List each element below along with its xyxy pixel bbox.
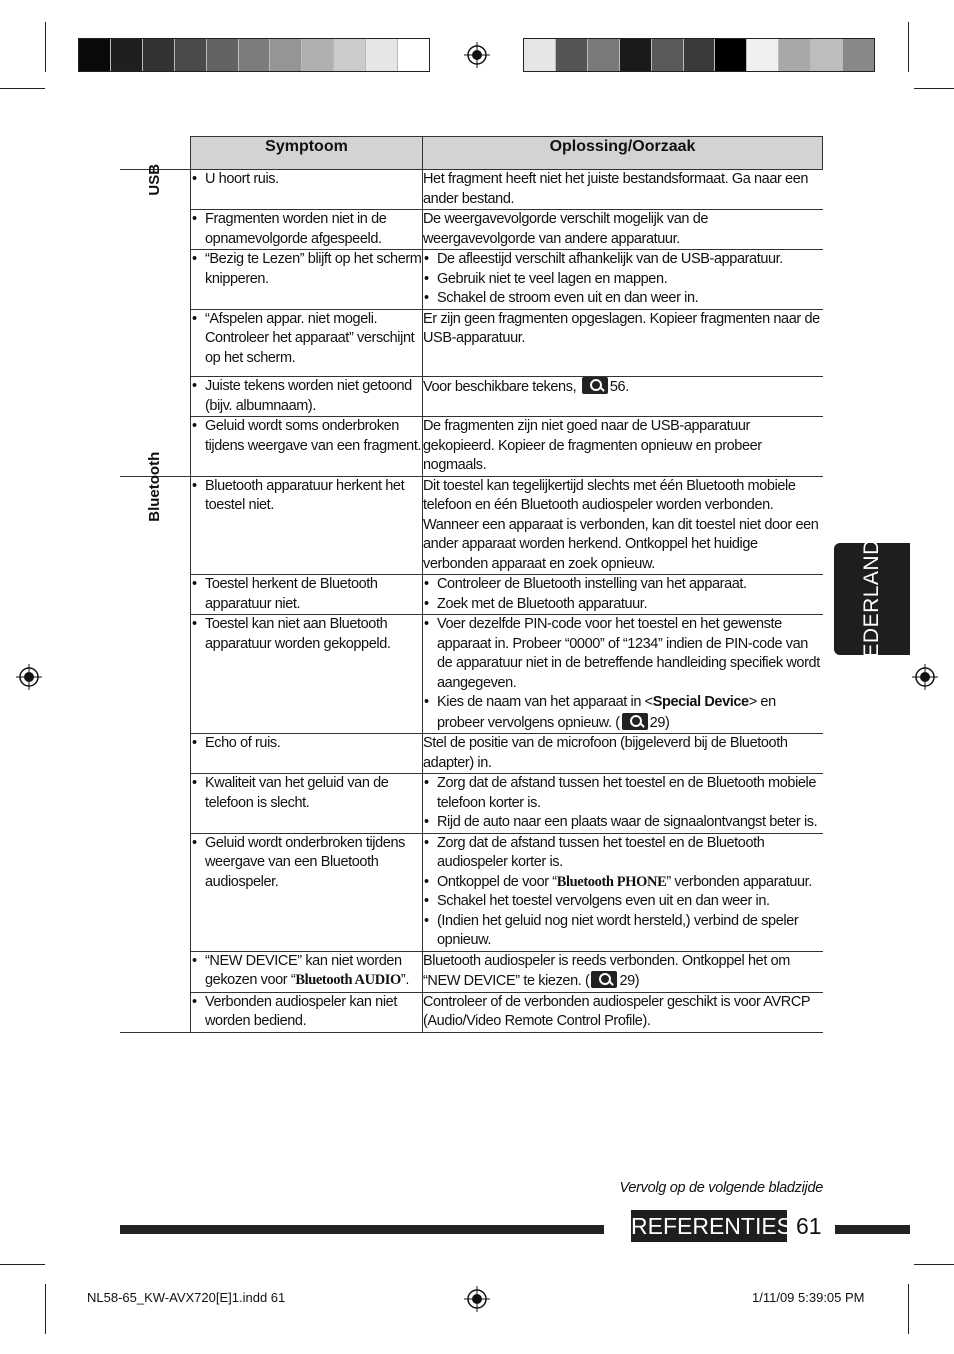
solution-bullet: • Controleer de Bluetooth instelling van het apparaat.: [437, 575, 823, 595]
solution-text: Het fragment heeft niet het juiste bestandsformaat. Ga naar een ander bestand.: [422, 171, 809, 207]
symptom-cell: [190, 734, 422, 774]
category-cell: [120, 163, 190, 477]
crop-mark: [45, 22, 46, 72]
solution-bullet: • Gebruik niet te veel lagen en mappen.: [437, 270, 823, 290]
troubleshooting-table: [120, 136, 823, 1033]
crop-mark: [908, 1284, 909, 1334]
table-row: [120, 774, 823, 834]
symptom-text: • “Bezig te Lezen” blijft op het scherm knipperen.: [205, 250, 422, 289]
symptom-cell: [190, 377, 422, 417]
table-row: [120, 170, 823, 210]
language-tab-label: NEDERLANDS: [860, 524, 883, 674]
solution-bullet: [437, 693, 823, 733]
table-row: [120, 734, 823, 774]
solution-bullet: • Schakel de stroom even uit en dan weer in.: [437, 289, 823, 309]
reference-magnifier-icon: [582, 377, 608, 394]
symptom-cell: [190, 992, 422, 1032]
symptom-text: • Geluid wordt onderbroken tijdens weergave van een Bluetooth audiospeler.: [205, 834, 422, 893]
table-row: [120, 951, 823, 992]
color-bar-right: [523, 38, 875, 72]
registration-mark-icon: [16, 664, 42, 690]
symptom-text: • Kwaliteit van het geluid van de telefoon is slecht.: [205, 774, 422, 813]
symptom-text-part: “NEW DEVICE” kan niet worden gekozen voor “: [204, 952, 402, 988]
table-row: [120, 309, 823, 377]
table-row: [120, 575, 823, 615]
footer-rule-right: [835, 1225, 910, 1234]
table-row: [120, 377, 823, 417]
solution-cell: [422, 170, 822, 210]
symptom-text: • Toestel herkent de Bluetooth apparatuur niet.: [205, 575, 422, 614]
registration-mark-icon: [464, 42, 490, 68]
table-row: [120, 833, 823, 951]
symptom-cell: [190, 774, 422, 834]
solution-bullet: • Zoek met de Bluetooth apparatuur.: [437, 595, 823, 615]
crop-mark: [0, 88, 45, 89]
solution-cell: [422, 417, 822, 477]
solution-cell: [422, 476, 822, 575]
solution-cell: [422, 210, 822, 250]
solution-cell: [422, 377, 822, 417]
crop-mark: [0, 1264, 45, 1265]
bullet-text: ” verbonden apparatuur.: [666, 873, 812, 890]
registration-mark-icon: [464, 1286, 490, 1312]
page-reference: 29): [649, 714, 670, 731]
symptom-text: [205, 952, 422, 991]
solution-bullet: • Rijd de auto naar een plaats waar de signaalontvangst beter is.: [437, 813, 823, 833]
solution-text: Voor beschikbare tekens,: [422, 379, 577, 395]
category-label-bluetooth: Bluetooth: [146, 451, 164, 522]
symptom-cell: [190, 951, 422, 992]
solution-cell: [422, 615, 822, 734]
symptom-cell: [190, 476, 422, 575]
table-row: [120, 210, 823, 250]
continued-note: Vervolg op de volgende bladzijde: [619, 1180, 823, 1196]
symptom-cell: [190, 575, 422, 615]
table-row: [120, 476, 823, 575]
crop-mark: [908, 22, 909, 72]
crop-mark: [45, 1284, 46, 1334]
solution-text: Dit toestel kan tegelijkertijd slechts met één Bluetooth mobiele telefoon en één Bluetooth audiospeler worden verbonden. Wanneer een apparaat is verbonden, kan dit toestel niet door een ander apparaat worden herkend. Ontkoppel het huidige verbonden apparaat en zoek opnieuw.: [422, 477, 819, 572]
page-number: 61: [796, 1213, 822, 1239]
symptom-text: • Geluid wordt soms onderbroken tijdens weergave van een fragment.: [205, 417, 422, 456]
color-bar-left: [78, 38, 430, 72]
solution-cell: [422, 833, 822, 951]
bold-term: Bluetooth PHONE: [556, 873, 667, 890]
symptom-text: • Juiste tekens worden niet getoond (bijv. albumnaam).: [205, 377, 422, 416]
reference-magnifier-icon: [591, 971, 617, 988]
reference-magnifier-icon: [622, 713, 648, 730]
solution-cell: [422, 951, 822, 992]
solution-bullet: [437, 873, 823, 893]
section-label: REFERENTIES: [631, 1210, 787, 1242]
symptom-cell: [190, 210, 422, 250]
bullet-text: > en probeer vervolgens opnieuw. (: [436, 694, 776, 731]
solution-cell: [422, 734, 822, 774]
symptom-cell: [190, 417, 422, 477]
solution-text: Bluetooth audiospeler is reeds verbonden. Ontkoppel het om “NEW DEVICE” te kiezen. (: [422, 952, 790, 989]
solution-text: De fragmenten zijn niet goed naar de USB-apparatuur gekopieerd. Kopieer de fragmenten opnieuw en probeer nogmaals.: [422, 418, 762, 473]
symptom-cell: [190, 250, 422, 310]
solution-bullet: • Zorg dat de afstand tussen het toestel en de Bluetooth mobiele telefoon korter is.: [437, 774, 823, 813]
symptom-text: • Bluetooth apparatuur herkent het toestel niet.: [205, 477, 422, 516]
symptom-text-part: ”.: [400, 972, 409, 988]
solution-bullet: • Schakel het toestel vervolgens even uit en dan weer in.: [437, 892, 823, 912]
page-reference: 29): [619, 973, 640, 989]
solution-text: Er zijn geen fragmenten opgeslagen. Kopieer fragmenten naar de USB-apparatuur.: [422, 310, 820, 346]
bold-term: Special Device: [652, 694, 749, 710]
solution-text: Controleer of de verbonden audiospeler geschikt is voor AVRCP (Audio/Video Remote Control Profile).: [422, 993, 810, 1029]
symptom-text: • U hoort ruis.: [205, 170, 422, 190]
language-tab: [834, 524, 910, 674]
table-row: [120, 417, 823, 477]
table-row: [120, 615, 823, 734]
symptom-text: • “Afspelen appar. niet mogeli. Controleer het apparaat” verschijnt op het scherm.: [205, 310, 422, 369]
bullet-text: Kies de naam van het apparaat in <: [436, 694, 653, 710]
solution-text: De weergavevolgorde verschilt mogelijk van de weergavevolgorde van andere apparatuur.: [422, 211, 709, 247]
symptom-cell: [190, 615, 422, 734]
crop-mark: [914, 1264, 954, 1265]
footer-rule-left: [120, 1225, 604, 1234]
solution-cell: [422, 309, 822, 377]
solution-cell: [422, 774, 822, 834]
category-cell: [120, 451, 190, 1032]
symptom-cell: [190, 833, 422, 951]
solution-cell: [422, 575, 822, 615]
solution-bullet: • Zorg dat de afstand tussen het toestel en de Bluetooth audiospeler korter is.: [437, 834, 823, 873]
category-label-usb: USB: [146, 163, 164, 196]
symptom-text: • Fragmenten worden niet in de opnamevolgorde afgespeeld.: [205, 210, 422, 249]
print-slug-file: NL58-65_KW-AVX720[E]1.indd 61: [87, 1290, 286, 1305]
symptom-cell: [190, 170, 422, 210]
symptom-cell: [190, 309, 422, 377]
table-row: [120, 250, 823, 310]
symptom-text: • Verbonden audiospeler kan niet worden bediend.: [205, 993, 422, 1032]
table-row: [120, 992, 823, 1032]
solution-bullet: • (Indien het geluid nog niet wordt hersteld,) verbind de speler opnieuw.: [437, 912, 823, 951]
solution-cell: [422, 992, 822, 1032]
crop-mark: [914, 88, 954, 89]
table-header-row: [120, 137, 823, 170]
bullet-text: Ontkoppel de voor “: [436, 873, 557, 890]
solution-column-header: Oplossing/Oorzaak: [422, 137, 822, 170]
registration-mark-icon: [912, 664, 938, 690]
solution-text: Stel de positie van de microfoon (bijgeleverd bij de Bluetooth adapter) in.: [422, 735, 788, 771]
bold-term: Bluetooth AUDIO: [295, 972, 401, 988]
symptom-text: • Toestel kan niet aan Bluetooth apparatuur worden gekoppeld.: [205, 615, 422, 654]
page-reference: 56.: [609, 379, 629, 395]
solution-bullet: • Voer dezelfde PIN-code voor het toestel en het gewenste apparaat in. Probeer “0000” of “1234” indien de PIN-code van de apparatuur niet in de betreffende handleiding specifiek wordt aangegeven.: [437, 615, 823, 693]
symptom-column-header: Symptoom: [190, 137, 422, 170]
symptom-text: • Echo of ruis.: [205, 734, 422, 754]
solution-cell: [422, 250, 822, 310]
print-slug-date: 1/11/09 5:39:05 PM: [752, 1290, 865, 1305]
solution-bullet: • De afleestijd verschilt afhankelijk van de USB-apparatuur.: [437, 250, 823, 270]
